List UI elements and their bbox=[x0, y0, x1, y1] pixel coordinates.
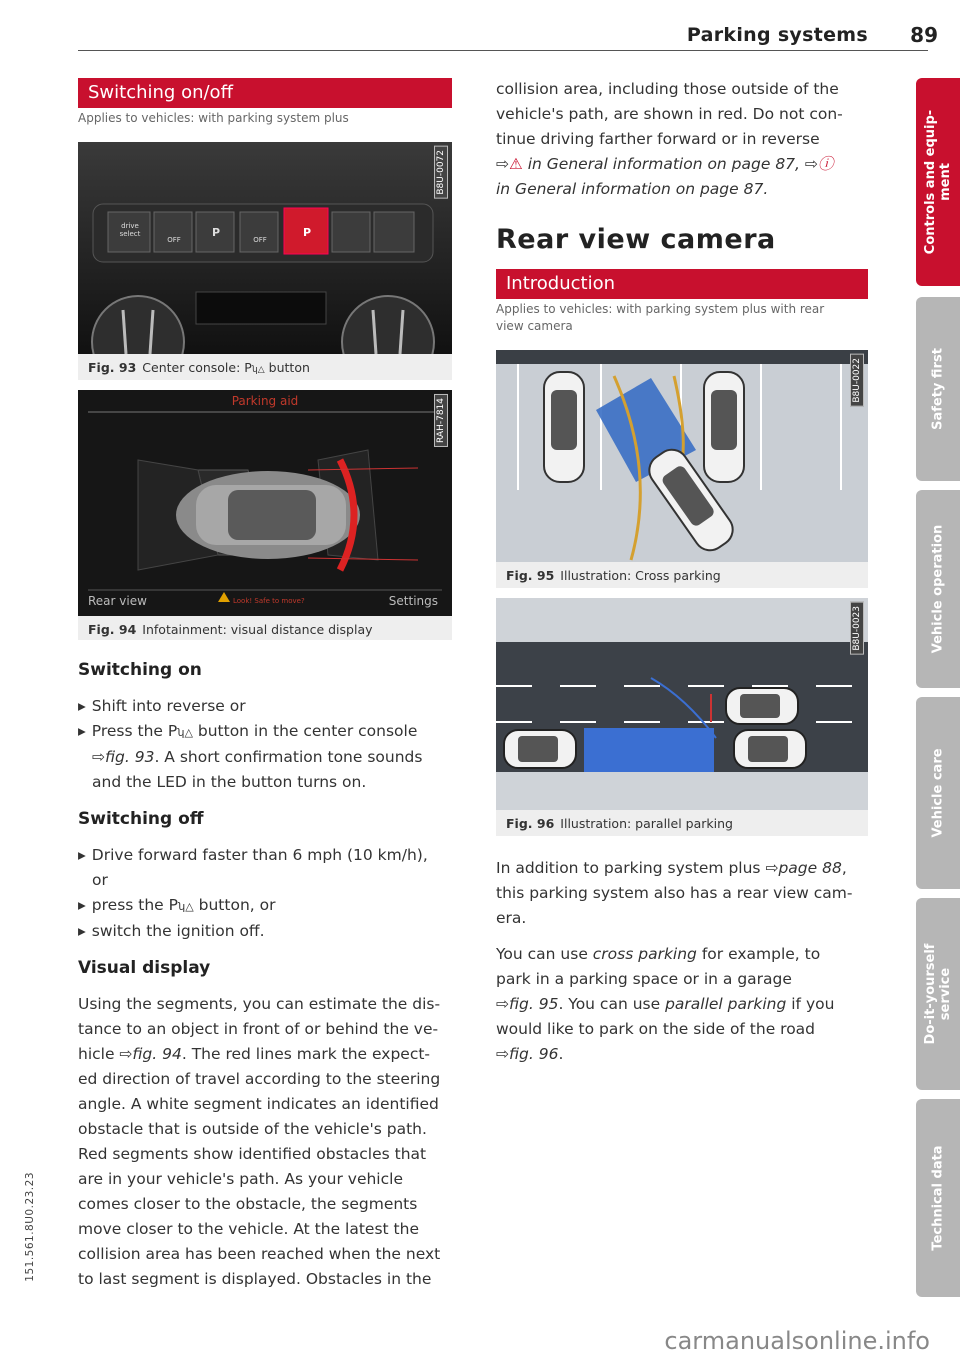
list-item: ▸ Shift into reverse or bbox=[78, 694, 458, 719]
list-item-continuation: or bbox=[92, 871, 108, 889]
screen-title: Parking aid bbox=[231, 394, 299, 408]
fig-caption-text: Infotainment: visual distance display bbox=[142, 622, 373, 637]
figure-link[interactable]: fig. 96 bbox=[509, 1045, 559, 1063]
button-p-parking: P bbox=[211, 226, 221, 239]
list-item: ▸ Drive forward faster than 6 mph (10 km/h), bbox=[78, 843, 458, 868]
rear-camera-paragraph-2: You can use cross parking for example, to park in a parking space or in a garage ⇨fig. 95. You can use parallel parking if you would like to park on the side of the road ⇨fig. 96. bbox=[496, 945, 835, 1063]
warning-icon: ⚠ bbox=[509, 155, 523, 173]
side-tab-controls[interactable]: Controls and equip- ment bbox=[916, 78, 960, 286]
screen-settings-label: Settings bbox=[388, 594, 438, 608]
button-start-stop-off: OFF bbox=[253, 236, 267, 244]
fig-label: Fig. 95 bbox=[506, 568, 555, 583]
continued-paragraph: collision area, including those outside of the vehicle's path, are shown in red. Do not con- tinue driving farther forward or in reverse ⇨⚠ in General information on page 87, ⇨ⓘ in General information on page 87. bbox=[496, 77, 876, 202]
cross-reference-link[interactable]: in General information on page 87. bbox=[496, 180, 769, 198]
center-console-illustration bbox=[78, 142, 452, 354]
button-esc-off: OFF bbox=[167, 236, 181, 244]
parking-aid-screen bbox=[78, 390, 452, 616]
heading-switching-on: Switching on bbox=[78, 660, 202, 680]
figure-code: B8U-0072 bbox=[434, 146, 448, 199]
parking-aid-icon: ʮ△ bbox=[251, 365, 265, 375]
figure-code: B8U-0023 bbox=[850, 602, 864, 655]
button-parking-aid: P bbox=[302, 226, 312, 239]
figure-link[interactable]: fig. 95 bbox=[509, 995, 559, 1013]
list-item: ▸ switch the ignition off. bbox=[78, 919, 458, 944]
applies-to-note: Applies to vehicles: with parking system plus with rear view camera bbox=[496, 302, 825, 333]
figure-95-caption bbox=[496, 562, 868, 588]
fig-caption-text: Illustration: Cross parking bbox=[560, 568, 721, 583]
fig-caption-text: Center console: P bbox=[142, 360, 252, 375]
footer-watermark: carmanualsonline.info bbox=[664, 1327, 930, 1355]
rear-camera-paragraph-1: In addition to parking system plus ⇨page 88, this parking system also has a rear view cam- era. bbox=[496, 859, 853, 927]
switching-on-list bbox=[78, 694, 458, 795]
cross-parking-illustration bbox=[496, 350, 868, 562]
button-drive-select: drive select bbox=[119, 222, 141, 238]
visual-display-paragraph: Using the segments, you can estimate the dis- tance to an object in front of or behind the ve- hicle ⇨fig. 94. The red lines mark the expect- ed direction of travel according to the steering angle. A white segment indicates an identified obstacle that is outside of the vehicle's path. Red segments show identified obstacles that are in your vehicle's path. As your vehicle comes closer to the obstacle, the segments move closer to the vehicle. At the latest the collision area has been reached when the next to last segment is displayed. Obstacles in the bbox=[78, 995, 441, 1288]
screen-warning-text: Look! Safe to move? bbox=[233, 597, 305, 605]
side-tab-vehicle-care[interactable]: Vehicle care bbox=[916, 697, 960, 889]
fig-caption-text: Illustration: parallel parking bbox=[560, 816, 733, 831]
fig-label: Fig. 94 bbox=[88, 622, 137, 637]
fig-label: Fig. 93 bbox=[88, 360, 137, 375]
figure-93-center-console bbox=[78, 142, 452, 354]
fig-label: Fig. 96 bbox=[506, 816, 555, 831]
side-tab-diy-service[interactable]: Do-it-yourself service bbox=[916, 898, 960, 1090]
section-banner-introduction: Introduction bbox=[496, 269, 868, 299]
figure-code: RAH-7814 bbox=[434, 394, 448, 447]
side-tab-safety[interactable]: Safety first bbox=[916, 297, 960, 481]
parallel-parking-illustration bbox=[496, 598, 868, 810]
page-number: 89 bbox=[910, 23, 938, 47]
page-link[interactable]: page 88 bbox=[778, 859, 842, 877]
side-tab-technical-data[interactable]: Technical data bbox=[916, 1099, 960, 1297]
figure-link[interactable]: fig. 94 bbox=[132, 1045, 182, 1063]
cross-reference-link[interactable]: in General information on page 87 bbox=[522, 155, 796, 173]
list-item: ▸ press the Pʮ△ button, or bbox=[78, 893, 458, 919]
heading-visual-display: Visual display bbox=[78, 958, 211, 978]
list-item: ▸ Press the Pʮ△ button in the center console bbox=[78, 719, 458, 745]
figure-94-caption bbox=[78, 616, 452, 640]
switching-off-list bbox=[78, 843, 458, 944]
applies-to-note: Applies to vehicles: with parking system plus bbox=[78, 111, 349, 125]
running-header-title: Parking systems bbox=[686, 24, 868, 46]
figure-94-distance-display bbox=[78, 390, 452, 616]
screen-rear-view-label: Rear view bbox=[88, 594, 147, 608]
figure-96-parallel-parking bbox=[496, 598, 868, 810]
section-banner-switching: Switching on/off bbox=[78, 78, 452, 108]
figure-link[interactable]: fig. 93 bbox=[105, 748, 155, 766]
document-code: 151.561.8U0.23.23 bbox=[24, 1172, 36, 1282]
figure-93-caption bbox=[78, 354, 452, 380]
section-title-rear-view-camera: Rear view camera bbox=[496, 224, 776, 255]
figure-code: B8U-0022 bbox=[850, 354, 864, 407]
fig-caption-tail: button bbox=[264, 360, 310, 375]
side-tab-vehicle-operation[interactable]: Vehicle operation bbox=[916, 490, 960, 688]
heading-switching-off: Switching off bbox=[78, 809, 204, 829]
figure-95-cross-parking bbox=[496, 350, 868, 562]
list-item-continuation: and the LED in the button turns on. bbox=[92, 773, 367, 791]
figure-96-caption bbox=[496, 810, 868, 836]
header-rule bbox=[78, 50, 928, 51]
caution-icon: ⓘ bbox=[817, 155, 834, 173]
list-item-continuation: ⇨fig. 93. A short confirmation tone sounds bbox=[92, 748, 423, 766]
